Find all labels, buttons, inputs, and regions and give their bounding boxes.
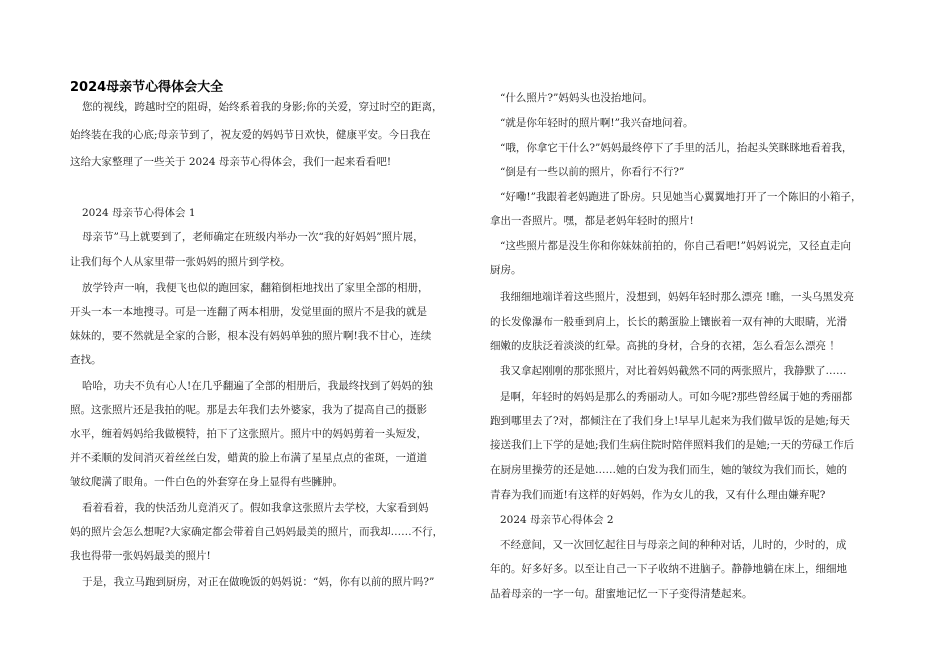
paragraph-line: 细嫩的皮肤泛着淡淡的红晕。高挑的身材，合身的衣裙，怎么看怎么漂亮 ！ <box>490 340 840 352</box>
paragraph-line: 照。这张照片还是我拍的呢。那是去年我们去外婆家，我为了提高自己的摄影 <box>70 404 427 416</box>
paragraph-line: 年的。好多好多。以至让自己一下子收纳不进脑子。静静地躺在床上，细细地 <box>490 563 847 575</box>
paragraph-line: 查找。 <box>70 354 102 366</box>
paragraph-line: 厨房。 <box>490 264 522 276</box>
paragraph-line: 妈的照片会怎么想呢?大家确定都会带着自己妈妈最美的照片，而我却……不行， <box>70 526 444 538</box>
paragraph-line: 并不柔顺的发间消灭着丝丝白发，蜡黄的脸上布满了星星点点的雀斑，一道道 <box>70 452 427 464</box>
paragraph-line: 开头一本一本地搜寻。可是一连翻了两本相册，发觉里面的照片不是我的就是 <box>70 306 427 318</box>
paragraph-line: 母亲节”马上就要到了，老师确定在班级内举办一次“我的好妈妈”照片展， <box>82 231 424 243</box>
paragraph-line: 妹妹的，要不然就是全家的合影，根本没有妈妈单独的照片啊!我不甘心，连续 <box>70 330 432 342</box>
paragraph-line: “哦，你拿它干什么?”妈妈最终停下了手里的活儿，抬起头笑眯眯地看着我， <box>500 142 853 154</box>
paragraph-line: “好嘞!”我跟着老妈跑进了卧房。只见她当心翼翼地打开了一个陈旧的小箱子， <box>500 191 862 203</box>
paragraph-line: 不经意间，又一次回忆起往日与母亲之间的种种对话，儿时的，少时的，成 <box>500 539 847 551</box>
section-heading-1: 2024 母亲节心得体会 1 <box>82 207 196 219</box>
paragraph-line: 是啊，年轻时的妈妈是那么的秀丽动人。可如今呢?那些曾经属于她的秀丽都 <box>500 391 853 403</box>
paragraph-line: “就是你年轻时的照片啊!”我兴奋地问着。 <box>500 117 694 129</box>
paragraph-line: 我也得带一张妈妈最美的照片! <box>70 550 211 562</box>
paragraph-line: 这给大家整理了一些关于 2024 母亲节心得体会，我们一起来看看吧! <box>70 156 392 168</box>
paragraph-line: 拿出一沓照片。嘿，都是老妈年轻时的照片! <box>490 215 694 227</box>
paragraph-line: 青春为我们而逝!有这样的好妈妈，作为女儿的我，又有什么理由嫌弃呢? <box>490 489 826 501</box>
paragraph-line: 您的视线，跨越时空的阻碍，始终系着我的身影;你的关爱，穿过时空的距离， <box>82 101 443 113</box>
paragraph-line: “这些照片都是没生你和你妹妹前拍的，你自己看吧!”妈妈说完，又径直走向 <box>500 240 851 252</box>
paragraph-line: “倒是有一些以前的照片，你看行不行?” <box>500 166 685 178</box>
paragraph-line: 在厨房里操劳的还是她……她的白发为我们而生，她的皱纹为我们而长，她的 <box>490 464 847 476</box>
paragraph-line: 我细细地端详着这些照片，没想到，妈妈年轻时那么漂亮 !瞧，一头乌黑发亮 <box>500 291 855 303</box>
paragraph-line: 看着看着，我的快活劲儿竟消灭了。假如我拿这张照片去学校，大家看到妈 <box>82 502 429 514</box>
paragraph-line: 的长发像瀑布一般垂到肩上，长长的鹅蛋脸上镶嵌着一双有神的大眼睛，光滑 <box>490 316 847 328</box>
paragraph-line: 皱纹爬满了眼角。一件白色的外套穿在身上显得有些臃肿。 <box>70 476 343 488</box>
section-heading-2: 2024 母亲节心得体会 2 <box>500 514 614 526</box>
paragraph-line: 品着母亲的一字一句。甜蜜地记忆一下子变得清楚起来。 <box>490 588 753 600</box>
paragraph-line: 跑到哪里去了?对，都倾注在了我们身上!早早儿起来为我们做早饭的是她;每天 <box>490 415 850 427</box>
paragraph-line: “什么照片?”妈妈头也没抬地问。 <box>500 92 653 104</box>
paragraph-line: 哈哈，功夫不负有心人!在几乎翻遍了全部的相册后，我最终找到了妈妈的独 <box>82 380 433 392</box>
document-title: 2024母亲节心得体会大全 <box>70 80 224 95</box>
paragraph-line: 于是，我立马跑到厨房，对正在做晚饭的妈妈说：“妈，你有以前的照片吗?” <box>82 576 435 588</box>
paragraph-line: 放学铃声一响，我便飞也似的跑回家，翻箱倒柜地找出了家里全部的相册， <box>82 282 429 294</box>
paragraph-line: 接送我们上下学的是她;我们生病住院时陪伴照料我们的是她;一天的劳碌工作后 <box>490 439 855 451</box>
paragraph-line: 让我们每个人从家里带一张妈妈的照片到学校。 <box>70 256 291 268</box>
paragraph-line: 我又拿起刚刚的那张照片，对比着妈妈截然不同的两张照片，我静默了…… <box>500 365 847 377</box>
paragraph-line: 始终装在我的心底;母亲节到了，祝友爱的妈妈节日欢快，健康平安。今日我在 <box>70 129 431 141</box>
paragraph-line: 水平，缠着妈妈给我做模特，拍下了这张照片。照片中的妈妈剪着一头短发， <box>70 428 427 440</box>
